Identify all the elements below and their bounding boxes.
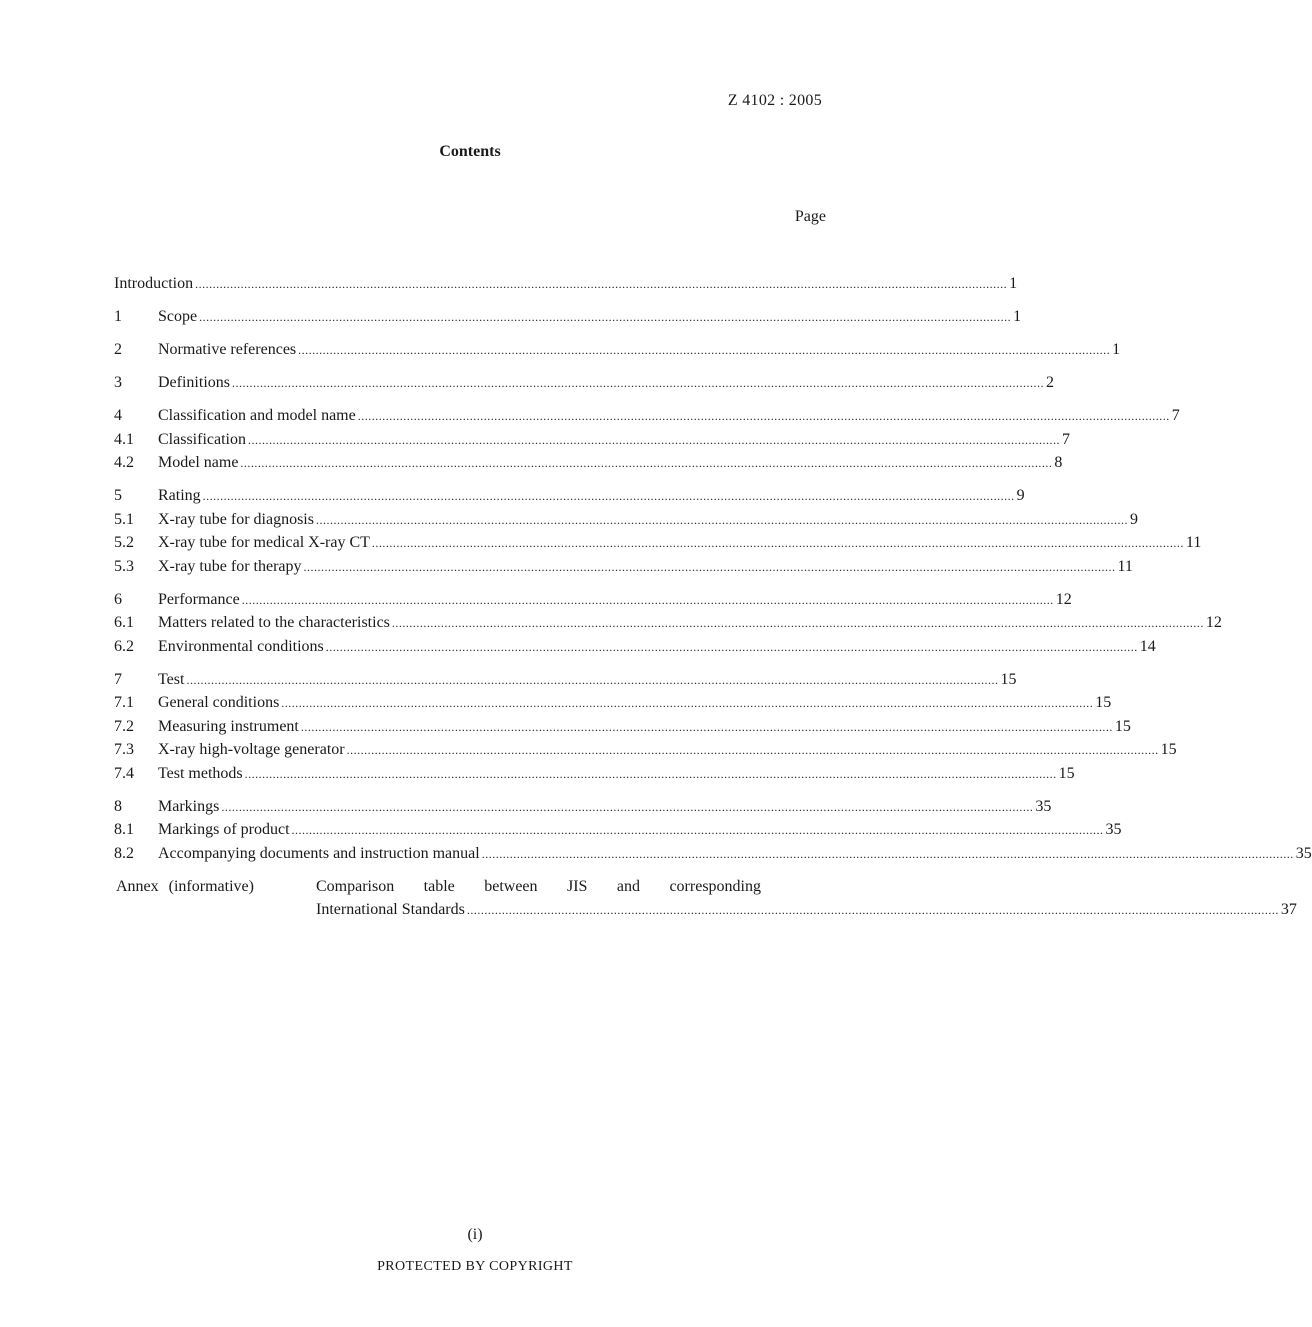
toc-entry-title: Normative references <box>158 341 297 358</box>
toc-entry-number: 4.2 <box>114 454 134 471</box>
annex-title-word: and <box>616 877 640 895</box>
toc-entry[interactable] <box>114 305 1022 329</box>
toc-entry[interactable] <box>114 508 1138 532</box>
toc-entry-number: 1 <box>114 308 122 325</box>
annex-title <box>316 875 1297 923</box>
toc-entry-number: 8.1 <box>114 821 134 838</box>
toc-entry-page: 7 <box>1171 407 1180 424</box>
toc-leader-dots <box>482 843 1294 867</box>
toc-entry-number: 7.1 <box>114 694 134 711</box>
toc-entry-title: Introduction <box>114 275 194 292</box>
toc-leader-dots <box>199 306 1011 330</box>
toc-leader-dots <box>281 692 1093 716</box>
toc-entry[interactable] <box>114 338 1121 362</box>
toc-entry[interactable] <box>114 588 1072 612</box>
toc-entry-page: 15 <box>1095 694 1112 711</box>
toc-entry-page: 35 <box>1105 821 1122 838</box>
toc-entry-number: 7.2 <box>114 717 134 735</box>
toc-leader-dots <box>467 899 1279 923</box>
toc-entry[interactable] <box>114 272 1018 296</box>
toc-entry-title: Matters related to the characteristics <box>158 614 390 631</box>
toc-entry[interactable] <box>114 531 1202 555</box>
toc-entry[interactable] <box>114 635 1156 659</box>
toc-entry[interactable] <box>114 842 1312 866</box>
toc-leader-dots <box>292 819 1104 843</box>
toc-entry-page: 11 <box>1185 534 1202 551</box>
toc-entry-page: 2 <box>1046 374 1054 391</box>
toc-entry-number: 6.2 <box>114 637 134 655</box>
toc-entry-number: 5.3 <box>114 557 134 575</box>
toc-leader-dots <box>301 716 1113 740</box>
toc-leader-dots <box>298 339 1110 363</box>
toc-leader-dots <box>203 485 1015 509</box>
toc-entry-title: Accompanying documents and instruction manual <box>158 844 480 862</box>
toc-leader-dots <box>232 372 1044 396</box>
toc-entry-title: Scope <box>158 308 198 325</box>
document-id: Z 4102 : 2005 <box>727 92 822 109</box>
toc-entry-title: Rating <box>158 487 201 504</box>
contents-title: Contents <box>439 143 501 160</box>
annex-title-word: Comparison <box>316 877 395 895</box>
toc-entry-title: Model name <box>158 454 239 471</box>
toc-entry-page: 35 <box>1295 844 1312 862</box>
copyright-notice: PROTECTED BY COPYRIGHT <box>377 1259 573 1274</box>
toc-entry-page: 9 <box>1016 487 1025 504</box>
toc-entry-page: 1 <box>1112 341 1121 358</box>
toc-leader-dots <box>186 669 998 693</box>
toc-entry-page: 35 <box>1035 797 1052 815</box>
toc-entry[interactable] <box>114 555 1133 579</box>
toc-entry-title: Measuring instrument <box>158 717 299 735</box>
toc-entry-title: General conditions <box>158 694 280 711</box>
toc-leader-dots <box>240 452 1052 476</box>
toc-entry[interactable] <box>114 691 1112 715</box>
toc-leader-dots <box>195 273 1007 297</box>
toc-entry-page: 15 <box>1114 717 1131 735</box>
toc-entry-page: 14 <box>1139 637 1156 655</box>
annex-title-line-2 <box>316 898 1297 923</box>
page-number: (i) <box>467 1226 483 1243</box>
toc-entry-number: 5.2 <box>114 534 134 551</box>
toc-leader-dots <box>358 405 1170 429</box>
toc-entry[interactable] <box>114 668 1017 692</box>
toc-entry[interactable] <box>114 484 1025 508</box>
annex-title-word: table <box>423 877 455 895</box>
toc-entry-number: 6 <box>114 590 122 608</box>
toc-entry[interactable] <box>114 611 1222 635</box>
toc-leader-dots <box>242 589 1054 613</box>
toc-leader-dots <box>221 796 1033 820</box>
toc-entry-number: 8 <box>114 797 122 815</box>
table-of-contents <box>114 272 1312 923</box>
toc-entry-page: 1 <box>1013 308 1022 325</box>
annex-label: Annex (informative) <box>116 877 254 895</box>
toc-entry-title: Test methods <box>158 764 243 782</box>
toc-entry-title: X-ray tube for therapy <box>158 557 302 575</box>
toc-entry-number: 2 <box>114 341 122 358</box>
toc-leader-dots <box>245 763 1057 787</box>
toc-entry-page: 12 <box>1205 614 1222 631</box>
toc-entry-title: X-ray tube for diagnosis <box>158 510 314 528</box>
toc-leader-dots <box>248 429 1060 453</box>
toc-entry[interactable] <box>114 451 1063 475</box>
page-column-heading: Page <box>794 208 826 225</box>
toc-entry-number: 7.4 <box>114 764 134 782</box>
annex-page: 37 <box>1280 901 1297 918</box>
toc-entry-number: 5.1 <box>114 510 134 528</box>
toc-entry-page: 1 <box>1009 275 1018 292</box>
toc-entry-page: 12 <box>1055 590 1072 608</box>
toc-leader-dots <box>392 612 1204 636</box>
toc-leader-dots <box>372 532 1184 556</box>
toc-entry-title: X-ray tube for medical X-ray CT <box>158 534 370 551</box>
toc-leader-dots <box>326 636 1138 660</box>
toc-entry-title: Definitions <box>158 374 230 391</box>
toc-entry-page: 7 <box>1061 430 1070 448</box>
toc-entry-page: 15 <box>1000 670 1017 688</box>
toc-entry-title: Classification <box>158 430 246 448</box>
toc-entry-number: 3 <box>114 374 122 391</box>
toc-entry-page: 9 <box>1129 510 1138 528</box>
toc-entry-number: 5 <box>114 487 122 504</box>
toc-entry-number: 8.2 <box>114 844 134 862</box>
annex-title-line-1 <box>316 875 761 899</box>
toc-entry[interactable] <box>114 762 1075 786</box>
toc-entry[interactable] <box>114 818 1122 842</box>
toc-entry-title: Environmental conditions <box>158 637 324 655</box>
toc-entry-title: Markings of product <box>158 821 290 838</box>
toc-entry[interactable] <box>114 738 1177 762</box>
toc-entry-number: 4.1 <box>114 430 134 448</box>
annex-title-text: International Standards <box>316 901 465 918</box>
annex-title-word: corresponding <box>669 877 761 895</box>
toc-entry-number: 7 <box>114 670 122 688</box>
toc-leader-dots <box>304 556 1116 580</box>
toc-entry-page: 11 <box>1117 557 1133 575</box>
toc-entry-page: 15 <box>1160 741 1177 758</box>
toc-entry-title: Performance <box>158 590 240 608</box>
toc-entry-title: Test <box>158 670 185 688</box>
toc-entry-page: 8 <box>1054 454 1063 471</box>
toc-entry-number: 6.1 <box>114 614 134 631</box>
toc-entry[interactable] <box>114 371 1054 395</box>
toc-leader-dots <box>316 509 1128 533</box>
toc-entry[interactable] <box>114 428 1070 452</box>
toc-annex-entry[interactable] <box>114 875 1297 923</box>
annex-title-word: JIS <box>566 877 588 895</box>
toc-entry-title: Markings <box>158 797 220 815</box>
toc-entry-number: 4 <box>114 407 122 424</box>
toc-entry-title: Classification and model name <box>158 407 356 424</box>
toc-entry[interactable] <box>114 404 1180 428</box>
toc-leader-dots <box>347 739 1159 763</box>
annex-title-word: between <box>484 877 538 895</box>
toc-entry-title: X-ray high-voltage generator <box>158 741 345 758</box>
toc-entry[interactable] <box>114 715 1131 739</box>
toc-entry-page: 15 <box>1058 764 1075 782</box>
toc-entry[interactable] <box>114 795 1052 819</box>
toc-entry-number: 7.3 <box>114 741 134 758</box>
